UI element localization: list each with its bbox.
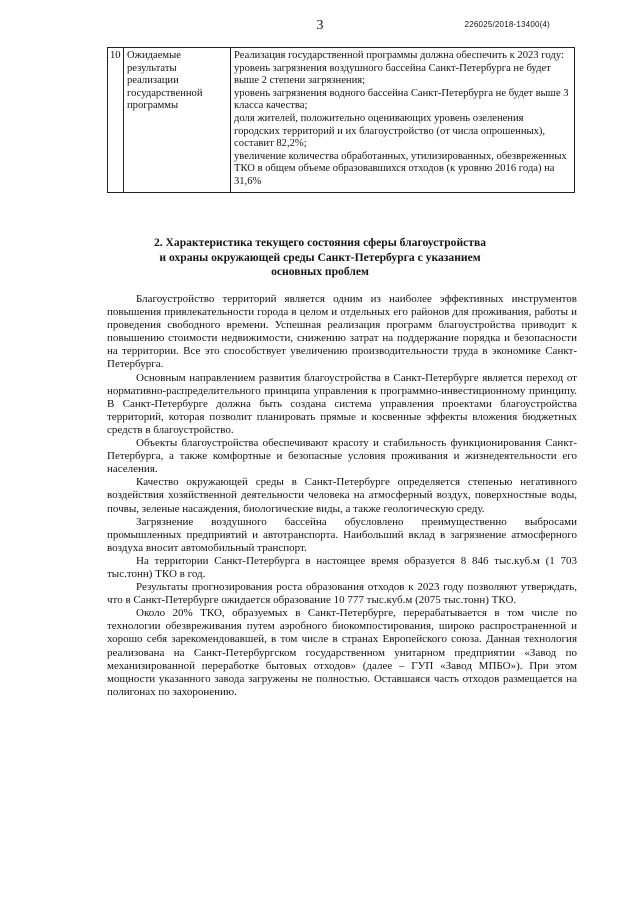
- result-line: доля жителей, положительно оценивающих уровень озеленения городских территорий и их благоустройство (от числа опрошенных), составит 82,2%;: [234, 112, 546, 150]
- program-results-table: [107, 47, 575, 193]
- paragraph: На территории Санкт-Петербурга в настоящее время образуется 8 846 тыс.куб.м (1 703 тыс.тонн) ТКО в год.: [107, 554, 577, 580]
- paragraph: Благоустройство территорий является одним из наиболее эффективных инструментов повышения привлекательности города в целом и отдельных его районов для проживания, работы и проведения свободного времени. Успешная реализация программ благоустройства приводит к повышению стоимости недвижимости, снижению затрат на поддержание порядка и безопасности на территории. Все это способствует увеличению производительности труда в экономике Санкт-Петербурга.: [107, 293, 577, 371]
- row-content: [231, 48, 575, 193]
- paragraph: Качество окружающей среды в Санкт-Петербурге определяется степенью негативного воздействия хозяйственной деятельности человека на атмосферный воздух, поверхностные воды, почвы, зеленые насаждения, биологические виды, а также геологическую среду.: [107, 476, 577, 515]
- paragraph: Объекты благоустройства обеспечивают красоту и стабильность функционирования Санкт-Петербурга, а также комфортные и безопасные условия проживания и жизнедеятельности его населения.: [107, 437, 577, 476]
- document-code: 226025/2018-13400(4): [464, 20, 550, 29]
- paragraph: Загрязнение воздушного бассейна обусловлено преимущественно выбросами промышленных предприятий и автотранспорта. Наибольший вклад в загрязнение атмосферного воздуха вносит автомобильный транспорт.: [107, 515, 577, 554]
- result-line: Реализация государственной программы должна обеспечить к 2023 году:: [234, 50, 564, 61]
- result-line: увеличение количества обработанных, утилизированных, обезвреженных ТКО в общем объеме образовавшихся отходов (к уровню 2016 года) на 31,6%: [234, 150, 567, 187]
- section-title: 2. Характеристика текущего состояния сферы благоустройства и охраны окружающей среды Санкт-Петербурга с указанием основных проблем: [153, 236, 487, 279]
- table-row: [108, 48, 575, 193]
- page-number: 3: [316, 18, 324, 33]
- row-title: Ожидаемые результаты реализации государственной программы: [124, 48, 231, 193]
- paragraph: Результаты прогнозирования роста образования отходов к 2023 году позволяют утверждать, что в Санкт-Петербурге ожидается образование 10 777 тыс.куб.м (2075 тыс.тонн) ТКО.: [107, 581, 577, 607]
- result-line: уровень загрязнения водного бассейна Санкт-Петербурга не будет выше 3 класса качества;: [234, 87, 569, 112]
- paragraph: Около 20% ТКО, образуемых в Санкт-Петербурге, перерабатывается в том числе по технологии обезвреживания путем аэробного биокомпостирования, широко распространенной и хорошо себя зарекомендовавшей, в том числе в странах Европейского союза. Данная технология реализована на Санкт-Петербургском государственном унитарном предприятии «Завод по механизированной переработке бытовых отходов» (далее – ГУП «Завод МПБО»). При этом мощности указанного завода загружены не полностью. Оставшаяся часть отходов размещается на полигонах по захоронению.: [107, 607, 577, 698]
- paragraph: Основным направлением развития благоустройства в Санкт-Петербурге является переход от нормативно-распределительного принципа управления к программно-инвестиционному принципу. В Санкт-Петербурге должна быть создана система управления проектами благоустройства территорий, которая позволит планировать прямые и косвенные эффекты вложения бюджетных средств в благоустройство.: [107, 371, 577, 436]
- row-number: 10: [108, 48, 124, 193]
- result-line: уровень загрязнения воздушного бассейна Санкт-Петербурга не будет выше 2 степени загрязнения;: [234, 62, 551, 87]
- body-text: [107, 293, 577, 699]
